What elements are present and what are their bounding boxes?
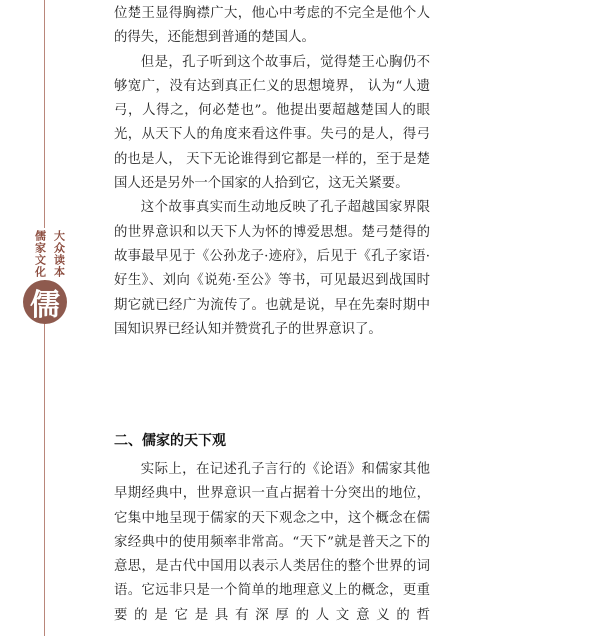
paragraph-3: 这个故事真实而生动地反映了孔子超越国家界限的世界意识和以天下人为怀的博爱思想。楚弓楚得的故事最早见于《公孙龙子·迹府》，后见于《孔子家语·好生》、刘向《说苑·至公》等书，可见最迟到战国时期它就已经广为流传了。也就是说，早在先秦时期中国知识界已经认知并赞赏孔子的世界意识了。 <box>114 200 430 337</box>
series-title <box>28 228 70 280</box>
series-title-line2: 大众读本 <box>52 230 66 278</box>
body-text-upper <box>114 2 430 342</box>
seal-character: 儒 <box>30 288 60 323</box>
paragraph-2: 但是，孔子听到这个故事后，觉得楚王心胸仍不够宽广，没有达到真正仁义的思想境界， 认为“人遗弓，人得之，何必楚也”。他提出要超越楚国人的眼光，从天下人的角度来看这件事。失弓的是人，得弓的也是人， 天下无论谁得到它都是一样的，至于是楚国人还是另外一个国家的人拾到它，这无关紧要。 <box>114 54 430 192</box>
section-heading: 二、儒家的天下观 <box>114 433 226 449</box>
paragraph-1: 位楚王显得胸襟广大，他心中考虑的不完全是他个人的得失，还能想到普通的楚国人。 <box>114 6 430 46</box>
ru-seal-logo <box>23 280 67 324</box>
series-title-line1: 儒家文化 <box>33 230 47 278</box>
body-text-lower <box>114 458 430 628</box>
paragraph-4: 实际上，在记述孔子言行的《论语》和儒家其他早期经典中，世界意识一直占据着十分突出的地位，它集中地呈现于儒家的天下观念之中，这个概念在儒家经典中的使用频率非常高。“天下”就是普天之下的意思，是古代中国用以表示人类居住的整个世界的词语。它远非只是一个简单的地理意义上的概念，更重要的是它是具有深厚的人文意义的哲 <box>114 462 430 623</box>
